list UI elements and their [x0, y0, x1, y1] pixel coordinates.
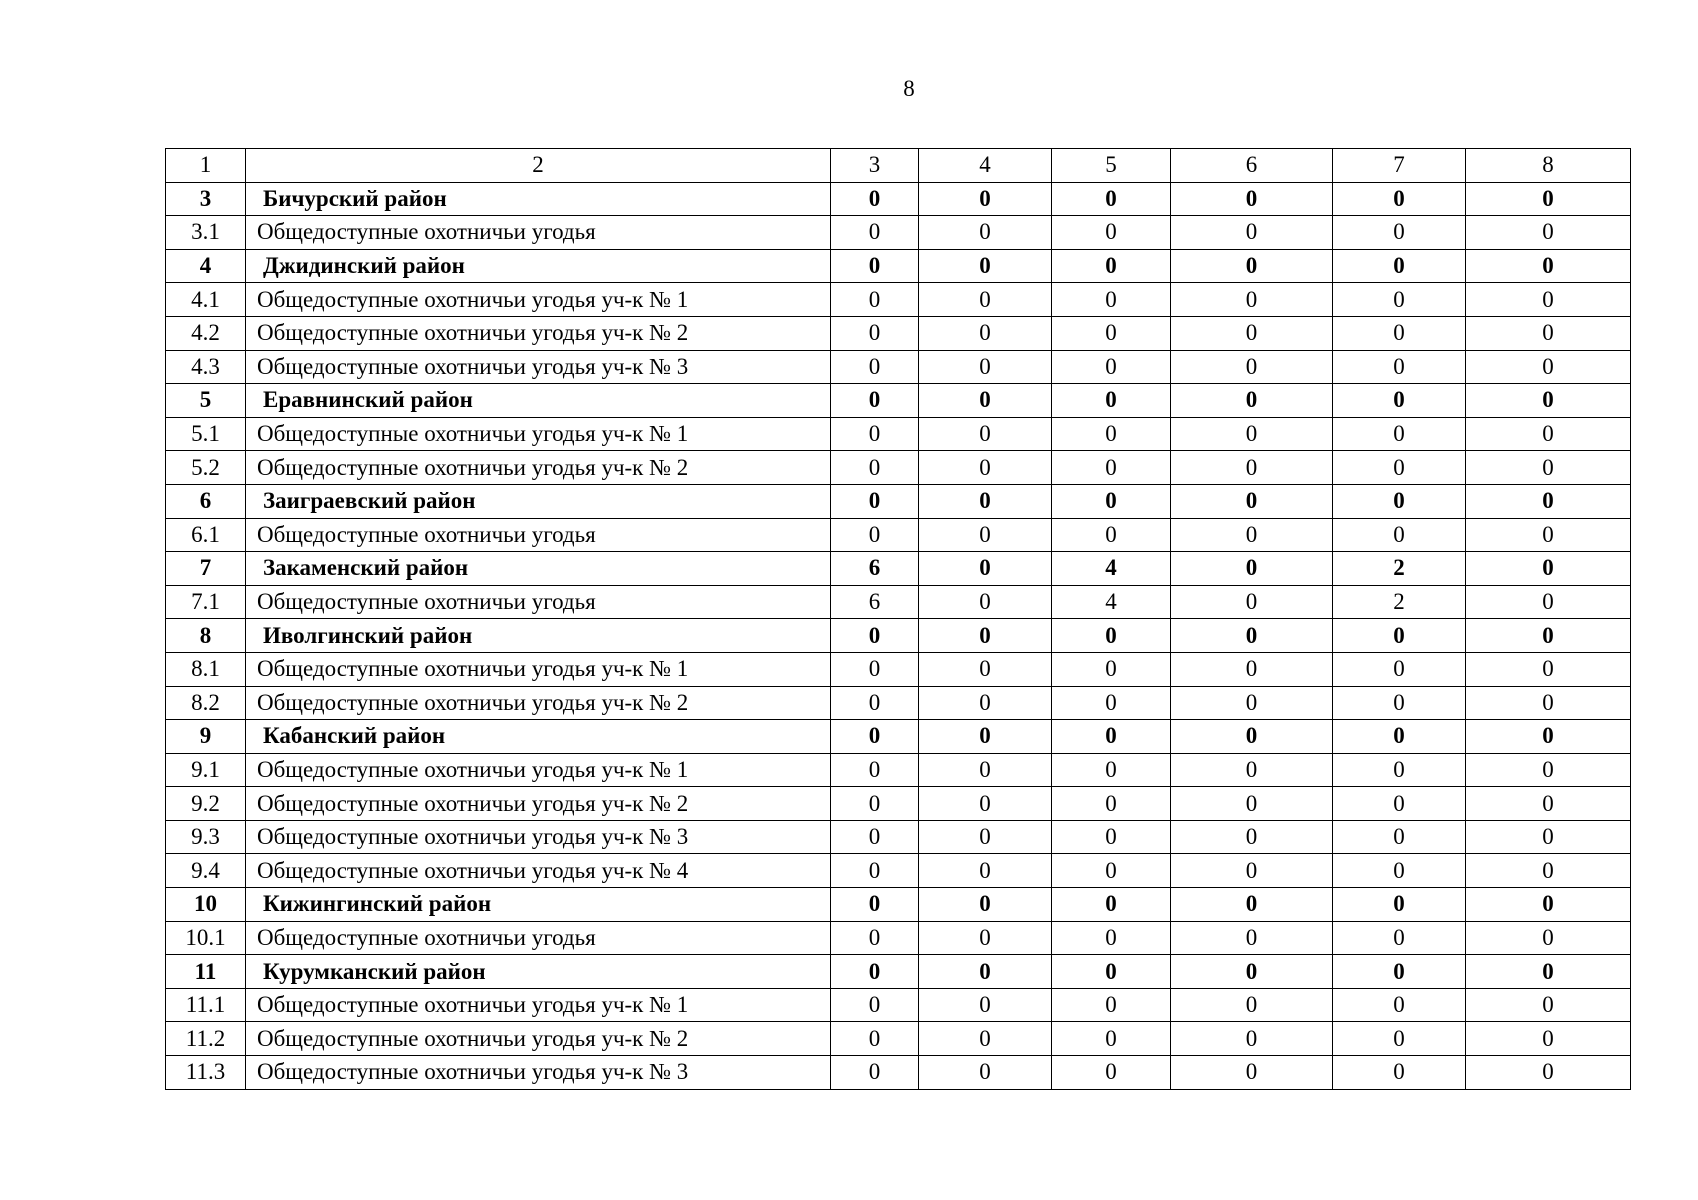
value-cell-col-7: 0 [1333, 854, 1466, 888]
value-cell-col-8: 0 [1466, 820, 1631, 854]
value-cell-col-7: 0 [1333, 820, 1466, 854]
hunting-area-row [166, 417, 1631, 451]
value-cell-col-6: 0 [1171, 249, 1333, 283]
row-number-cell: 3 [166, 182, 246, 216]
value-cell-col-8: 0 [1466, 955, 1631, 989]
value-cell-col-7: 0 [1333, 451, 1466, 485]
value-cell-col-8: 0 [1466, 216, 1631, 250]
page-number: 8 [903, 76, 915, 101]
value-cell-col-5: 0 [1052, 384, 1171, 418]
value-cell-col-5: 0 [1052, 1022, 1171, 1056]
area-name-cell: Общедоступные охотничьи угодья уч-к № 2 [246, 787, 831, 821]
district-name-cell: Кабанский район [246, 720, 831, 754]
table-body [166, 149, 1631, 1090]
value-cell-col-4: 0 [919, 921, 1052, 955]
value-cell-col-6: 0 [1171, 921, 1333, 955]
district-row [166, 552, 1631, 586]
row-number-cell: 9 [166, 720, 246, 754]
value-cell-col-6: 0 [1171, 753, 1333, 787]
value-cell-col-7: 0 [1333, 720, 1466, 754]
value-cell-col-8: 0 [1466, 720, 1631, 754]
row-number-cell: 4.3 [166, 350, 246, 384]
value-cell-col-8: 0 [1466, 787, 1631, 821]
hunting-area-row [166, 283, 1631, 317]
hunting-area-row [166, 686, 1631, 720]
value-cell-col-5: 0 [1052, 619, 1171, 653]
value-cell-col-7: 0 [1333, 619, 1466, 653]
row-number-cell: 9.2 [166, 787, 246, 821]
value-cell-col-7: 2 [1333, 585, 1466, 619]
value-cell-col-8: 0 [1466, 283, 1631, 317]
value-cell-col-8: 0 [1466, 484, 1631, 518]
value-cell-col-8: 0 [1466, 988, 1631, 1022]
value-cell-col-6: 0 [1171, 1022, 1333, 1056]
value-cell-col-3: 0 [831, 316, 919, 350]
value-cell-col-8: 0 [1466, 686, 1631, 720]
value-cell-col-4: 0 [919, 350, 1052, 384]
value-cell-col-6: 0 [1171, 888, 1333, 922]
row-number-cell: 9.3 [166, 820, 246, 854]
area-name-cell: Общедоступные охотничьи угодья уч-к № 1 [246, 283, 831, 317]
value-cell-col-5: 0 [1052, 1056, 1171, 1090]
district-name-cell: Иволгинский район [246, 619, 831, 653]
value-cell-col-5: 0 [1052, 988, 1171, 1022]
value-cell-col-3: 0 [831, 283, 919, 317]
hunting-area-row [166, 350, 1631, 384]
value-cell-col-4: 0 [919, 316, 1052, 350]
district-row [166, 619, 1631, 653]
value-cell-col-4: 0 [919, 820, 1052, 854]
column-number-cell: 1 [166, 149, 246, 183]
value-cell-col-5: 0 [1052, 350, 1171, 384]
row-number-cell: 8.2 [166, 686, 246, 720]
area-name-cell: Общедоступные охотничьи угодья уч-к № 4 [246, 854, 831, 888]
value-cell-col-3: 0 [831, 988, 919, 1022]
value-cell-col-7: 0 [1333, 921, 1466, 955]
value-cell-col-4: 0 [919, 249, 1052, 283]
value-cell-col-3: 0 [831, 182, 919, 216]
value-cell-col-8: 0 [1466, 652, 1631, 686]
value-cell-col-3: 0 [831, 921, 919, 955]
value-cell-col-6: 0 [1171, 787, 1333, 821]
value-cell-col-5: 0 [1052, 316, 1171, 350]
column-number-row [166, 149, 1631, 183]
value-cell-col-8: 0 [1466, 182, 1631, 216]
value-cell-col-4: 0 [919, 182, 1052, 216]
column-number-cell: 4 [919, 149, 1052, 183]
hunting-area-row [166, 854, 1631, 888]
row-number-cell: 10 [166, 888, 246, 922]
value-cell-col-6: 0 [1171, 619, 1333, 653]
value-cell-col-3: 0 [831, 484, 919, 518]
hunting-area-row [166, 753, 1631, 787]
row-number-cell: 6 [166, 484, 246, 518]
value-cell-col-3: 0 [831, 1056, 919, 1090]
area-name-cell: Общедоступные охотничьи угодья уч-к № 3 [246, 350, 831, 384]
value-cell-col-3: 0 [831, 955, 919, 989]
value-cell-col-4: 0 [919, 1022, 1052, 1056]
row-number-cell: 10.1 [166, 921, 246, 955]
value-cell-col-6: 0 [1171, 484, 1333, 518]
column-number-cell: 7 [1333, 149, 1466, 183]
hunting-area-row [166, 585, 1631, 619]
value-cell-col-7: 0 [1333, 384, 1466, 418]
value-cell-col-3: 0 [831, 854, 919, 888]
value-cell-col-7: 0 [1333, 417, 1466, 451]
value-cell-col-6: 0 [1171, 720, 1333, 754]
value-cell-col-6: 0 [1171, 182, 1333, 216]
value-cell-col-7: 0 [1333, 249, 1466, 283]
value-cell-col-5: 0 [1052, 921, 1171, 955]
value-cell-col-4: 0 [919, 888, 1052, 922]
value-cell-col-5: 0 [1052, 484, 1171, 518]
column-number-cell: 3 [831, 149, 919, 183]
row-number-cell: 9.1 [166, 753, 246, 787]
area-name-cell: Общедоступные охотничьи угодья уч-к № 2 [246, 686, 831, 720]
value-cell-col-6: 0 [1171, 585, 1333, 619]
value-cell-col-5: 0 [1052, 451, 1171, 485]
hunting-area-row [166, 1022, 1631, 1056]
row-number-cell: 4 [166, 249, 246, 283]
district-row [166, 384, 1631, 418]
value-cell-col-3: 0 [831, 753, 919, 787]
value-cell-col-6: 0 [1171, 384, 1333, 418]
value-cell-col-3: 0 [831, 686, 919, 720]
value-cell-col-7: 0 [1333, 283, 1466, 317]
value-cell-col-6: 0 [1171, 417, 1333, 451]
row-number-cell: 9.4 [166, 854, 246, 888]
row-number-cell: 11.3 [166, 1056, 246, 1090]
value-cell-col-8: 0 [1466, 316, 1631, 350]
district-name-cell: Заиграевский район [246, 484, 831, 518]
value-cell-col-8: 0 [1466, 585, 1631, 619]
value-cell-col-4: 0 [919, 652, 1052, 686]
value-cell-col-7: 0 [1333, 1022, 1466, 1056]
district-row [166, 249, 1631, 283]
row-number-cell: 8 [166, 619, 246, 653]
value-cell-col-3: 0 [831, 720, 919, 754]
value-cell-col-4: 0 [919, 988, 1052, 1022]
value-cell-col-6: 0 [1171, 552, 1333, 586]
row-number-cell: 5.1 [166, 417, 246, 451]
hunting-grounds-table [165, 148, 1631, 1090]
value-cell-col-7: 0 [1333, 955, 1466, 989]
value-cell-col-3: 6 [831, 552, 919, 586]
value-cell-col-5: 0 [1052, 283, 1171, 317]
area-name-cell: Общедоступные охотничьи угодья уч-к № 1 [246, 417, 831, 451]
row-number-cell: 8.1 [166, 652, 246, 686]
value-cell-col-5: 0 [1052, 955, 1171, 989]
value-cell-col-4: 0 [919, 451, 1052, 485]
value-cell-col-4: 0 [919, 484, 1052, 518]
area-name-cell: Общедоступные охотничьи угодья уч-к № 1 [246, 652, 831, 686]
value-cell-col-5: 0 [1052, 820, 1171, 854]
value-cell-col-6: 0 [1171, 216, 1333, 250]
value-cell-col-7: 0 [1333, 787, 1466, 821]
value-cell-col-7: 2 [1333, 552, 1466, 586]
row-number-cell: 5 [166, 384, 246, 418]
value-cell-col-7: 0 [1333, 988, 1466, 1022]
row-number-cell: 11.1 [166, 988, 246, 1022]
value-cell-col-3: 0 [831, 787, 919, 821]
hunting-area-row [166, 1056, 1631, 1090]
district-name-cell: Закаменский район [246, 552, 831, 586]
value-cell-col-8: 0 [1466, 854, 1631, 888]
value-cell-col-8: 0 [1466, 1056, 1631, 1090]
area-name-cell: Общедоступные охотничьи угодья уч-к № 1 [246, 753, 831, 787]
value-cell-col-7: 0 [1333, 518, 1466, 552]
row-number-cell: 11 [166, 955, 246, 989]
row-number-cell: 3.1 [166, 216, 246, 250]
district-row [166, 888, 1631, 922]
value-cell-col-5: 4 [1052, 585, 1171, 619]
hunting-area-row [166, 787, 1631, 821]
district-name-cell: Джидинский район [246, 249, 831, 283]
value-cell-col-8: 0 [1466, 350, 1631, 384]
hunting-area-row [166, 216, 1631, 250]
value-cell-col-4: 0 [919, 518, 1052, 552]
column-number-cell: 2 [246, 149, 831, 183]
value-cell-col-7: 0 [1333, 888, 1466, 922]
value-cell-col-4: 0 [919, 720, 1052, 754]
value-cell-col-5: 0 [1052, 787, 1171, 821]
value-cell-col-6: 0 [1171, 854, 1333, 888]
value-cell-col-5: 0 [1052, 249, 1171, 283]
value-cell-col-4: 0 [919, 384, 1052, 418]
value-cell-col-4: 0 [919, 619, 1052, 653]
value-cell-col-6: 0 [1171, 283, 1333, 317]
area-name-cell: Общедоступные охотничьи угодья уч-к № 2 [246, 316, 831, 350]
district-name-cell: Кижингинский район [246, 888, 831, 922]
value-cell-col-7: 0 [1333, 753, 1466, 787]
value-cell-col-6: 0 [1171, 1056, 1333, 1090]
value-cell-col-4: 0 [919, 417, 1052, 451]
district-row [166, 484, 1631, 518]
value-cell-col-5: 0 [1052, 686, 1171, 720]
row-number-cell: 7.1 [166, 585, 246, 619]
value-cell-col-3: 0 [831, 1022, 919, 1056]
area-name-cell: Общедоступные охотничьи угодья уч-к № 2 [246, 1022, 831, 1056]
value-cell-col-7: 0 [1333, 1056, 1466, 1090]
district-row [166, 182, 1631, 216]
hunting-area-row [166, 820, 1631, 854]
value-cell-col-3: 0 [831, 249, 919, 283]
value-cell-col-7: 0 [1333, 484, 1466, 518]
value-cell-col-3: 0 [831, 216, 919, 250]
row-number-cell: 6.1 [166, 518, 246, 552]
row-number-cell: 11.2 [166, 1022, 246, 1056]
value-cell-col-6: 0 [1171, 518, 1333, 552]
value-cell-col-6: 0 [1171, 820, 1333, 854]
value-cell-col-6: 0 [1171, 350, 1333, 384]
value-cell-col-3: 0 [831, 652, 919, 686]
district-name-cell: Бичурский район [246, 182, 831, 216]
row-number-cell: 4.1 [166, 283, 246, 317]
value-cell-col-8: 0 [1466, 753, 1631, 787]
value-cell-col-4: 0 [919, 283, 1052, 317]
value-cell-col-8: 0 [1466, 417, 1631, 451]
value-cell-col-5: 0 [1052, 854, 1171, 888]
district-row [166, 955, 1631, 989]
value-cell-col-5: 0 [1052, 652, 1171, 686]
column-number-cell: 6 [1171, 149, 1333, 183]
value-cell-col-6: 0 [1171, 316, 1333, 350]
area-name-cell: Общедоступные охотничьи угодья уч-к № 1 [246, 988, 831, 1022]
value-cell-col-3: 0 [831, 518, 919, 552]
value-cell-col-7: 0 [1333, 686, 1466, 720]
value-cell-col-8: 0 [1466, 888, 1631, 922]
value-cell-col-8: 0 [1466, 921, 1631, 955]
value-cell-col-7: 0 [1333, 350, 1466, 384]
value-cell-col-8: 0 [1466, 619, 1631, 653]
value-cell-col-3: 0 [831, 619, 919, 653]
value-cell-col-7: 0 [1333, 182, 1466, 216]
value-cell-col-8: 0 [1466, 249, 1631, 283]
value-cell-col-4: 0 [919, 955, 1052, 989]
row-number-cell: 4.2 [166, 316, 246, 350]
value-cell-col-8: 0 [1466, 552, 1631, 586]
value-cell-col-3: 0 [831, 451, 919, 485]
district-name-cell: Курумканский район [246, 955, 831, 989]
area-name-cell: Общедоступные охотничьи угодья уч-к № 3 [246, 1056, 831, 1090]
value-cell-col-3: 0 [831, 820, 919, 854]
hunting-area-row [166, 652, 1631, 686]
value-cell-col-4: 0 [919, 216, 1052, 250]
value-cell-col-6: 0 [1171, 686, 1333, 720]
row-number-cell: 7 [166, 552, 246, 586]
district-row [166, 720, 1631, 754]
value-cell-col-5: 0 [1052, 518, 1171, 552]
hunting-area-row [166, 988, 1631, 1022]
value-cell-col-7: 0 [1333, 316, 1466, 350]
area-name-cell: Общедоступные охотничьи угодья уч-к № 2 [246, 451, 831, 485]
value-cell-col-5: 0 [1052, 417, 1171, 451]
column-number-cell: 8 [1466, 149, 1631, 183]
value-cell-col-8: 0 [1466, 451, 1631, 485]
area-name-cell: Общедоступные охотничьи угодья [246, 216, 831, 250]
hunting-area-row [166, 518, 1631, 552]
value-cell-col-5: 0 [1052, 888, 1171, 922]
value-cell-col-5: 0 [1052, 182, 1171, 216]
hunting-area-row [166, 451, 1631, 485]
value-cell-col-8: 0 [1466, 384, 1631, 418]
row-number-cell: 5.2 [166, 451, 246, 485]
value-cell-col-5: 0 [1052, 720, 1171, 754]
hunting-area-row [166, 921, 1631, 955]
value-cell-col-7: 0 [1333, 652, 1466, 686]
area-name-cell: Общедоступные охотничьи угодья [246, 585, 831, 619]
value-cell-col-4: 0 [919, 552, 1052, 586]
value-cell-col-3: 0 [831, 350, 919, 384]
value-cell-col-6: 0 [1171, 988, 1333, 1022]
value-cell-col-5: 0 [1052, 753, 1171, 787]
value-cell-col-5: 0 [1052, 216, 1171, 250]
value-cell-col-6: 0 [1171, 652, 1333, 686]
value-cell-col-7: 0 [1333, 216, 1466, 250]
area-name-cell: Общедоступные охотничьи угодья [246, 921, 831, 955]
value-cell-col-3: 0 [831, 888, 919, 922]
area-name-cell: Общедоступные охотничьи угодья [246, 518, 831, 552]
value-cell-col-4: 0 [919, 686, 1052, 720]
value-cell-col-4: 0 [919, 854, 1052, 888]
value-cell-col-3: 6 [831, 585, 919, 619]
district-name-cell: Еравнинский район [246, 384, 831, 418]
column-number-cell: 5 [1052, 149, 1171, 183]
value-cell-col-5: 4 [1052, 552, 1171, 586]
value-cell-col-6: 0 [1171, 451, 1333, 485]
value-cell-col-4: 0 [919, 1056, 1052, 1090]
hunting-area-row [166, 316, 1631, 350]
value-cell-col-3: 0 [831, 417, 919, 451]
value-cell-col-4: 0 [919, 787, 1052, 821]
value-cell-col-6: 0 [1171, 955, 1333, 989]
value-cell-col-8: 0 [1466, 518, 1631, 552]
value-cell-col-4: 0 [919, 753, 1052, 787]
value-cell-col-4: 0 [919, 585, 1052, 619]
value-cell-col-3: 0 [831, 384, 919, 418]
area-name-cell: Общедоступные охотничьи угодья уч-к № 3 [246, 820, 831, 854]
value-cell-col-8: 0 [1466, 1022, 1631, 1056]
